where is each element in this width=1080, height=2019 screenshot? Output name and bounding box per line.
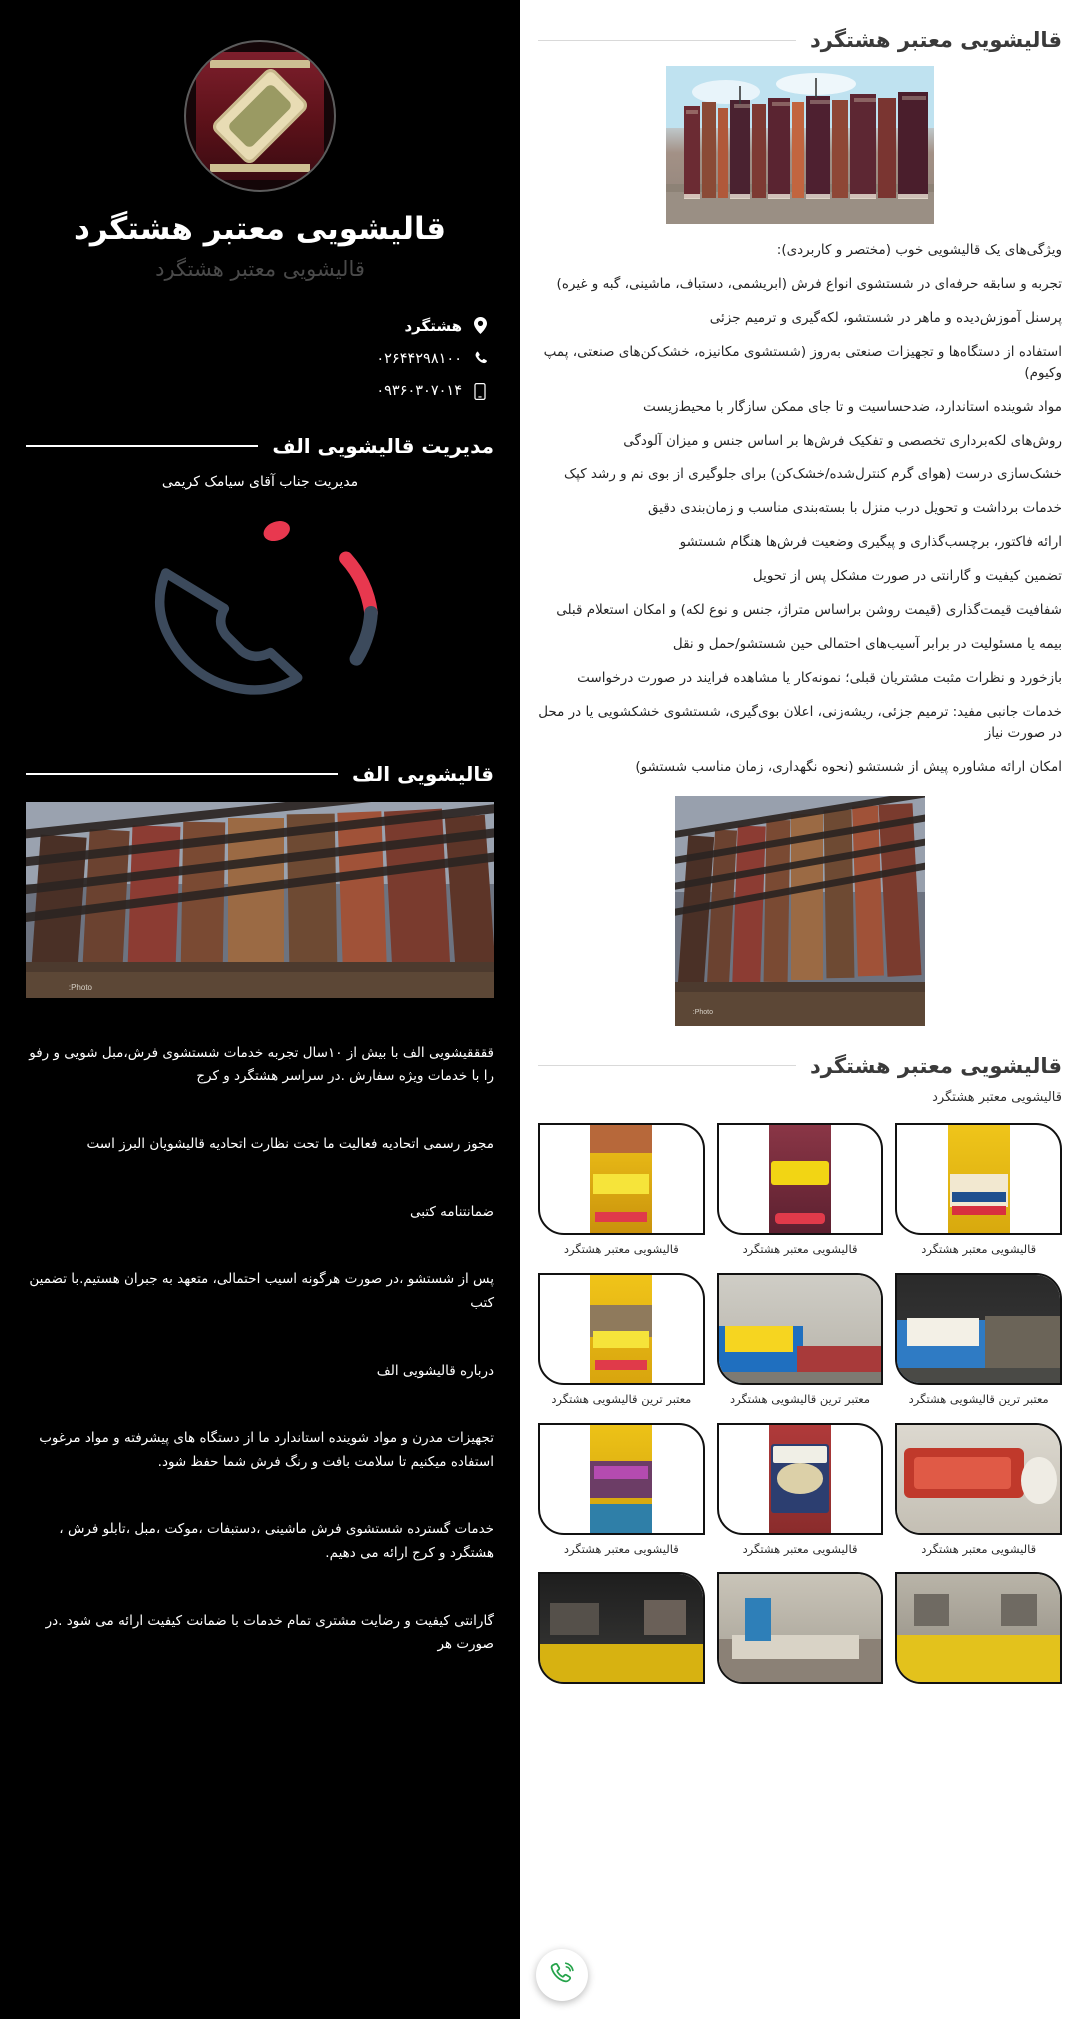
sidebar-block-text: تجهیزات مدرن و مواد شوینده استاندارد ما از دستگاه های پیشرفته و مواد مرغوب استفاده میکنیم تا سلامت بافت و رنگ فرش شما حفظ شود.	[39, 1430, 494, 1470]
gallery-item[interactable]	[895, 1123, 1062, 1257]
contact-phone[interactable]	[26, 351, 494, 367]
gallery-item[interactable]	[717, 1572, 884, 1691]
title-divider	[538, 40, 796, 41]
features-list	[538, 240, 1062, 778]
sidebar-block	[26, 1427, 494, 1474]
sidebar-gallery-heading: قالیشویی الف	[351, 761, 494, 786]
sidebar-block	[26, 1042, 494, 1089]
feature-item: بیمه یا مسئولیت در برابر آسیب‌های احتمالی حین شستشو/حمل و نقل	[672, 636, 1062, 653]
gallery-item[interactable]	[717, 1273, 884, 1407]
sidebar-block	[26, 1201, 494, 1225]
feature-item: خشک‌سازی درست (هوای گرم کنترل‌شده/خشک‌کن) برای جلوگیری از بوی نم و رشد کپک	[564, 466, 1062, 483]
feature-item: خدمات برداشت و تحویل درب منزل با بسته‌بندی مناسب و زمان‌بندی دقیق	[647, 500, 1062, 517]
gallery-thumbnail[interactable]	[538, 1273, 705, 1385]
location-pin-icon	[472, 317, 488, 334]
contact-location-value: هشتگرد	[404, 316, 462, 335]
gallery-item[interactable]	[538, 1273, 705, 1407]
gallery-caption: قالیشویی معتبر هشتگرد	[742, 1541, 858, 1556]
gallery-item[interactable]	[538, 1123, 705, 1257]
sidebar-block	[26, 1518, 494, 1565]
sidebar-block	[26, 1610, 494, 1657]
feature-item: ارائه فاکتور، برچسب‌گذاری و پیگیری وضعیت فرش‌ها هنگام شستشو	[679, 534, 1062, 551]
feature-item: روش‌های لکه‌برداری تخصصی و تفکیک فرش‌ها بر اساس جنس و میزان آلودگی	[623, 432, 1062, 449]
gallery-thumbnail[interactable]	[538, 1572, 705, 1684]
gallery-thumbnail[interactable]	[895, 1423, 1062, 1535]
sidebar-block-text: درباره قالیشویی الف	[376, 1362, 494, 1379]
gallery-item[interactable]	[895, 1273, 1062, 1407]
svg-text:Photo:: Photo:	[692, 1008, 713, 1016]
gallery-thumbnail[interactable]	[717, 1423, 884, 1535]
sidebar-block-text: گارانتی کیفیت و رضایت مشتری تمام خدمات با ضمانت کیفیت ارائه می شود .در صورت هر	[45, 1612, 494, 1653]
gallery-thumbnail[interactable]	[717, 1572, 884, 1684]
feature-item: تضمین کیفیت و گارانتی در صورت مشکل پس از تحویل	[752, 568, 1062, 585]
feature-item: شفافیت قیمت‌گذاری (قیمت روشن براساس متراژ، جنس و نوع لکه) و امکان استعلام قبلی	[556, 602, 1062, 619]
whatsapp-call-icon	[547, 1960, 577, 1990]
feature-item: خدمات جانبی مفید: ترمیم جزئی، ریشه‌زنی، اعلان بوی‌گیری، شستشوی خشکشویی یا در محل در صورت نیاز	[538, 703, 1062, 741]
contact-list	[26, 317, 494, 400]
sidebar-photo-carpets	[26, 802, 494, 998]
management-heading-row	[26, 434, 494, 458]
sidebar-block-text: پس از شستشو ،در صورت هرگونه اسیب احتمالی، متعهد به جبران هستیم.با تضمین کتب	[29, 1271, 494, 1311]
phone-icon	[472, 351, 488, 366]
sidebar-block	[26, 1268, 494, 1315]
sidebar-block	[26, 1360, 494, 1384]
feature-item: پرسنل آموزش‌دیده و ماهر در شستشو، لکه‌گیری و ترمیم جزئی	[709, 309, 1062, 326]
gallery-caption: معتبر ترین قالیشویی هشتگرد	[729, 1391, 871, 1406]
gallery-item[interactable]	[895, 1572, 1062, 1691]
logo-container	[26, 0, 494, 192]
feature-item: بازخورد و نظرات مثبت مشتریان قبلی؛ نمونه‌کار یا مشاهده فرایند در صورت درخواست	[577, 669, 1062, 686]
gallery-thumbnail[interactable]	[895, 1123, 1062, 1235]
feature-item: امکان ارائه مشاوره پیش از شستشو (نحوه نگهداری، زمان مناسب شستشو)	[635, 758, 1062, 775]
gallery-thumbnail[interactable]	[717, 1273, 884, 1385]
gallery-thumbnail[interactable]	[895, 1273, 1062, 1385]
brand-subtitle: قالیشویی معتبر هشتگرد	[155, 256, 365, 281]
floating-call-button[interactable]	[536, 1949, 588, 2001]
mobile-icon	[472, 383, 488, 400]
contact-mobile-value: ۰۹۳۶۰۳۰۷۰۱۴	[376, 383, 462, 400]
sidebar	[0, 0, 520, 2019]
gallery-title-divider	[538, 1065, 796, 1066]
gallery-thumbnail[interactable]	[538, 1123, 705, 1235]
gallery-title-header	[538, 1054, 1062, 1078]
main-content	[520, 0, 1080, 2019]
feature-item: تجربه و سابقه حرفه‌ای در شستشوی انواع فرش (ابریشمی، دستباف، ماشینی، گبه و غیره)	[556, 275, 1062, 292]
gallery-thumbnail[interactable]	[895, 1572, 1062, 1684]
hero-image-carpets-pergola	[675, 796, 925, 1026]
gallery-grid	[538, 1123, 1062, 1692]
sidebar-block-text: مجوز رسمی اتحادیه فعالیت ما تحت نظارت اتحادیه قالیشویان البرز است	[86, 1136, 494, 1152]
gallery-caption: قالیشویی معتبر هشتگرد	[921, 1241, 1037, 1256]
sidebar-block	[26, 1133, 494, 1157]
gallery-caption: قالیشویی معتبر هشتگرد	[563, 1241, 679, 1256]
sidebar-gallery-divider	[26, 773, 338, 775]
hero-image-carpets-outdoor	[666, 66, 934, 224]
gallery-heading-row	[26, 762, 494, 786]
gallery-caption: معتبر ترین قالیشویی هشتگرد	[908, 1391, 1049, 1406]
feature-item: مواد شوینده استاندارد، ضدحساسیت و تا جای ممکن سازگار با محیط‌زیست	[642, 398, 1062, 415]
feature-item: ویژگی‌های یک قالیشویی خوب (مختصر و کاربردی):	[776, 242, 1062, 258]
gallery-item[interactable]	[538, 1572, 705, 1691]
gallery-item[interactable]	[895, 1423, 1062, 1557]
sidebar-block-text: ضمانتنامه کتبی	[410, 1203, 494, 1220]
gallery-thumbnail[interactable]	[538, 1423, 705, 1535]
management-divider	[26, 445, 258, 447]
page-title: قالیشویی معتبر هشتگرد	[810, 28, 1062, 52]
svg-text:Photo:: Photo:	[68, 982, 92, 992]
brand-logo-icon	[184, 40, 336, 192]
feature-item: استفاده از دستگاه‌ها و تجهیزات صنعتی به‌روز (شستشوی مکانیزه، خشک‌کن‌های صنعتی، پمپ وکیوم)	[543, 343, 1062, 381]
contact-location[interactable]	[26, 317, 494, 335]
sidebar-block-text: ققققیشویی الف با بیش از ۱۰سال تجربه خدمات شستشوی فرش،مبل شویی و رفو را با خدمات ویژه سفارش .در سراسر هشتگرد و کرج	[29, 1044, 494, 1085]
gallery-title: قالیشویی معتبر هشتگرد	[810, 1053, 1062, 1078]
gallery-caption: معتبر ترین قالیشویی هشتگرد	[551, 1391, 692, 1406]
contact-mobile[interactable]	[26, 383, 494, 400]
gallery-caption: قالیشویی معتبر هشتگرد	[563, 1541, 679, 1556]
gallery-subtitle: قالیشویی معتبر هشتگرد	[932, 1089, 1062, 1105]
gallery-item[interactable]	[717, 1423, 884, 1557]
gallery-thumbnail[interactable]	[717, 1123, 884, 1235]
gallery-item[interactable]	[538, 1423, 705, 1557]
brand-title: قالیشویی معتبر هشتگرد	[74, 211, 446, 247]
sidebar-block-text: خدمات گسترده شستشوی فرش ماشینی ،دستبفات ،موکت ،مبل ،تابلو فرش ، هشتگرد و کرج ارائه می دهیم.	[59, 1521, 494, 1561]
gallery-caption: قالیشویی معتبر هشتگرد	[921, 1541, 1037, 1556]
gallery-caption: قالیشویی معتبر هشتگرد	[742, 1241, 858, 1256]
phone-illustration	[26, 508, 494, 728]
gallery-item[interactable]	[717, 1123, 884, 1257]
page-title-header	[538, 28, 1062, 52]
contact-phone-value: ۰۲۶۴۴۲۹۸۱۰۰	[376, 350, 462, 367]
management-heading: مدیریت قالیشویی الف	[272, 433, 494, 458]
management-text: مدیریت جناب آقای سیامک کریمی	[161, 473, 359, 490]
